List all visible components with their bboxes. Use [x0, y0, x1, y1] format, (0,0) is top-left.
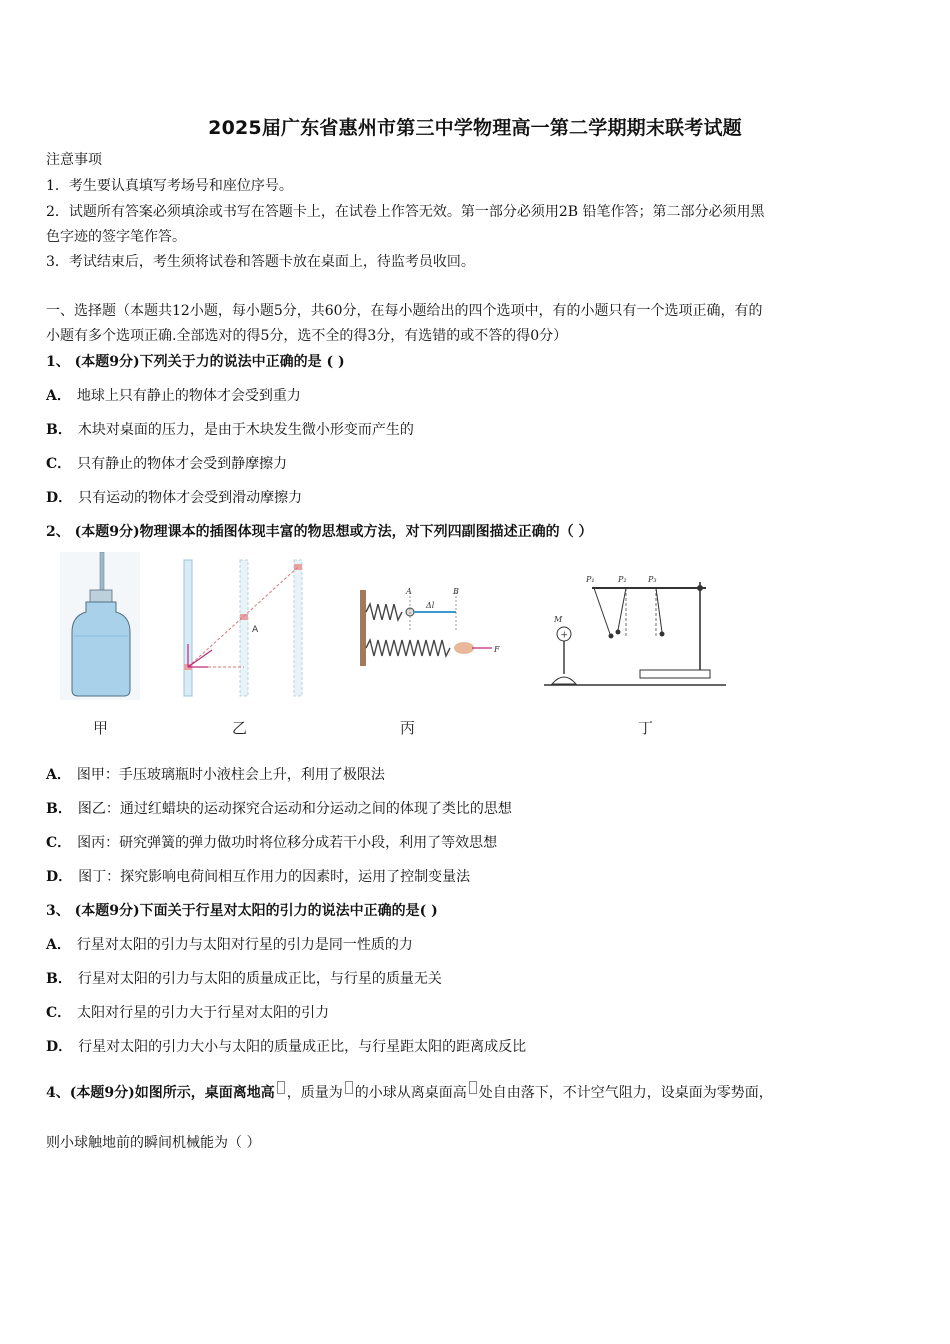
- figure-ding-label-p1: P₁: [586, 575, 595, 584]
- figure-ding-label-m: M: [554, 615, 563, 624]
- figure-bing-label-b: B: [453, 587, 459, 596]
- q1-option-c: C． 只有静止的物体才会受到静摩擦力: [46, 456, 288, 472]
- page-title: 2025届广东省惠州市第三中学物理高一第二学期期末联考试题: [208, 117, 742, 139]
- missing-symbol-placeholder: [469, 1081, 477, 1094]
- question-2-figures: [60, 552, 730, 742]
- q2-option-b: B． 图乙：通过红蜡块的运动探究合运动和分运动之间的体现了类比的思想: [46, 801, 512, 817]
- q1-option-d: D． 只有运动的物体才会受到滑动摩擦力: [46, 490, 303, 506]
- q3-option-c: C． 太阳对行星的引力大于行星对太阳的引力: [46, 1005, 330, 1021]
- missing-symbol-placeholder: [277, 1081, 285, 1094]
- q2-option-a: A． 图甲：手压玻璃瓶时小液柱会上升，利用了极限法: [46, 767, 385, 783]
- figure-caption-ding: 丁: [638, 719, 654, 737]
- notice-item: 色字迹的签字笔作答。: [46, 229, 186, 245]
- figure-caption-bing: 丙: [400, 719, 416, 737]
- q1-option-a: A． 地球上只有静止的物体才会受到重力: [46, 388, 301, 404]
- section-instruction: 小题有多个选项正确.全部选对的得5分，选不全的得3分，有选错的或不答的得0分）: [46, 328, 568, 344]
- figure-ding-label-p3: P₃: [648, 575, 657, 584]
- question-3-stem: 3、 (本题9分)下面关于行星对太阳的引力的说法中正确的是( ): [46, 903, 438, 919]
- question-4-stem-line2: 则小球触地前的瞬间机械能为（ ）: [46, 1135, 261, 1151]
- q1-option-b: B． 木块对桌面的压力，是由于木块发生微小形变而产生的: [46, 422, 414, 438]
- figure-bing-label-f: F: [494, 645, 500, 654]
- notice-item: 3．考试结束后，考生须将试卷和答题卡放在桌面上，待监考员收回。: [46, 254, 475, 270]
- question-4-stem: 4、(本题9分)如图所示，桌面离地高 ，质量为 的小球从离桌面高 处自由落下，不计空气阻力，设桌面为零势面，: [46, 1083, 773, 1103]
- q3-option-d: D． 行星对太阳的引力大小与太阳的质量成正比，与行星距太阳的距离成反比: [46, 1039, 527, 1055]
- q2-option-c: C． 图丙：研究弹簧的弹力做功时将位移分成若干小段，利用了等效思想: [46, 835, 498, 851]
- question-2-stem: 2、 (本题9分)物理课本的插图体现丰富的物思想或方法，对下列四副图描述正确的（ ）: [46, 524, 593, 540]
- figure-bing-springs: [356, 586, 506, 676]
- figure-ding-apparatus: [540, 570, 730, 695]
- svg-text:+: +: [560, 630, 569, 641]
- section-instruction: 一、选择题（本题共12小题，每小题5分，共60分，在每小题给出的四个选项中，有的小题只有一个选项正确，有的: [46, 303, 763, 319]
- missing-symbol-placeholder: [345, 1081, 353, 1094]
- figure-yi-tubes: [172, 556, 312, 701]
- figure-jia-bottle: [60, 552, 140, 702]
- q3-option-b: B． 行星对太阳的引力与太阳的质量成正比，与行星的质量无关: [46, 971, 442, 987]
- figure-caption-yi: 乙: [232, 719, 248, 737]
- figure-bing-label-dl: Δl: [426, 601, 435, 610]
- figure-bing-label-a: A: [406, 587, 412, 596]
- question-1-stem: 1、 (本题9分)下列关于力的说法中正确的是 ( ): [46, 354, 345, 370]
- figure-ding-label-p2: P₂: [618, 575, 627, 584]
- figure-caption-jia: 甲: [93, 719, 109, 737]
- q2-option-d: D． 图丁：探究影响电荷间相互作用力的因素时，运用了控制变量法: [46, 869, 471, 885]
- notice-item: 1．考生要认真填写考场号和座位序号。: [46, 178, 293, 194]
- figure-yi-label-a: A: [252, 625, 259, 635]
- notice-heading: 注意事项: [46, 152, 102, 168]
- notice-item: 2．试题所有答案必须填涂或书写在答题卡上，在试卷上作答无效。第一部分必须用2B 铅笔作答；第二部分必须用黑: [46, 204, 765, 220]
- q3-option-a: A． 行星对太阳的引力与太阳对行星的引力是同一性质的力: [46, 937, 413, 953]
